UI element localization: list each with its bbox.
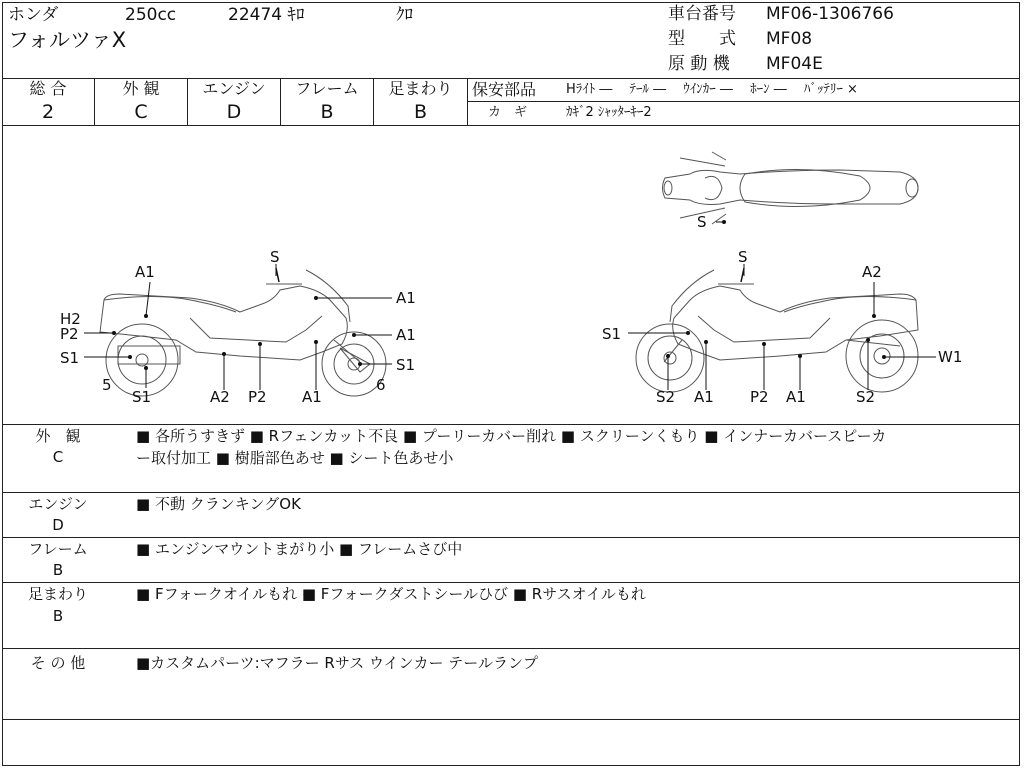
- grade-exterior-value: C: [134, 101, 148, 123]
- section-exterior-notes-1: ■ 各所うすきず ■ Rフェンカット不良 ■ プーリーカバー削れ ■ スクリーンくもり ■ インナーカバースピーカ: [136, 427, 887, 445]
- key-label: カ ギ: [488, 105, 528, 120]
- grade-overall-label: 総 合: [29, 79, 67, 98]
- section-exterior-grade: C: [52, 448, 64, 466]
- diagram-label: S1: [60, 349, 80, 367]
- grade-exterior-label: 外 観: [122, 79, 160, 98]
- diagram-label: A2: [210, 388, 230, 406]
- frame-no-label: 車台番号: [668, 4, 736, 24]
- diagram-label: A1: [396, 326, 416, 344]
- displacement: 250cc: [125, 5, 177, 25]
- section-frame-notes: ■ エンジンマウントまがり小 ■ フレームさび中: [136, 540, 463, 558]
- diagram-label: A1: [396, 289, 416, 307]
- diagram-label: S: [738, 248, 748, 266]
- diagram-label: A1: [786, 388, 806, 406]
- engine-value: MF04E: [766, 54, 823, 74]
- section-frame-grade: B: [52, 561, 64, 579]
- diagram-label: P2: [248, 388, 267, 406]
- diagram-label: S: [270, 248, 280, 266]
- diagram-label: S1: [396, 356, 416, 374]
- damage-diagram: [0, 126, 1024, 424]
- diagram-label: H2: [60, 310, 81, 328]
- type-value: MF08: [766, 29, 813, 49]
- engine-label: 原 動 機: [668, 54, 730, 74]
- section-suspension-grade: B: [52, 607, 64, 625]
- diagram-label: S2: [656, 388, 676, 406]
- key-value: ｶｷﾞ2 ｼｬｯﾀｰｷｰ2: [566, 105, 652, 120]
- diagram-label: W1: [938, 348, 963, 366]
- diagram-label: A1: [694, 388, 714, 406]
- diagram-label: S1: [132, 388, 152, 406]
- grade-overall-value: 2: [41, 101, 55, 123]
- frame-no: MF06-1306766: [766, 4, 894, 24]
- section-suspension-notes: ■ Fフォークオイルもれ ■ Fフォークダストシールひび ■ Rサスオイルもれ: [136, 585, 646, 603]
- diagram-label: S2: [856, 388, 876, 406]
- diagram-label: S: [697, 213, 707, 231]
- scooter-left-view: [100, 270, 386, 396]
- diagram-label: 6: [376, 376, 386, 394]
- section-exterior-label: 外 観: [35, 427, 81, 445]
- color: ｸﾛ: [396, 5, 413, 25]
- section-engine-label: エンジン: [28, 495, 88, 513]
- diagram-label: 5: [102, 376, 112, 394]
- grade-engine-label: エンジン: [202, 79, 266, 98]
- diagram-label: A2: [862, 263, 882, 281]
- diagram-label: A1: [135, 263, 155, 281]
- section-suspension-label: 足まわり: [27, 585, 88, 603]
- mileage: 22474 ｷﾛ: [228, 5, 305, 25]
- safety-label: 保安部品: [472, 80, 537, 99]
- section-engine-notes: ■ 不動 クランキングOK: [136, 495, 301, 513]
- section-exterior-notes-2: ー取付加工 ■ 樹脂部色あせ ■ シート色あせ小: [136, 449, 454, 467]
- section-frame-label: フレーム: [28, 540, 88, 558]
- section-engine-grade: D: [52, 516, 64, 534]
- diagram-label: P2: [750, 388, 769, 406]
- type-label: 型 式: [668, 29, 736, 49]
- diagram-label: A1: [302, 388, 322, 406]
- model-name: フォルツァX: [8, 28, 127, 52]
- diagram-label: P2: [60, 325, 79, 343]
- maker: ホンダ: [8, 5, 59, 25]
- diagram-label: S1: [602, 325, 622, 343]
- scooter-right-view: [636, 270, 918, 392]
- safety-items: Hﾗｲﾄ ― ﾃｰﾙ ― ｳｲﾝｶｰ ― ﾎｰﾝ ― ﾊﾞｯﾃﾘｰ ×: [566, 82, 858, 97]
- grade-frame-label: フレーム: [295, 79, 359, 98]
- grade-engine-value: D: [226, 101, 242, 123]
- section-other-notes: ■カスタムパーツ:マフラー Rサス ウインカー テールランプ: [136, 654, 539, 672]
- section-other-label: そ の 他: [30, 654, 86, 672]
- grade-frame-value: B: [320, 101, 334, 123]
- grade-suspension-label: 足まわり: [388, 79, 453, 98]
- grade-suspension-value: B: [413, 101, 428, 123]
